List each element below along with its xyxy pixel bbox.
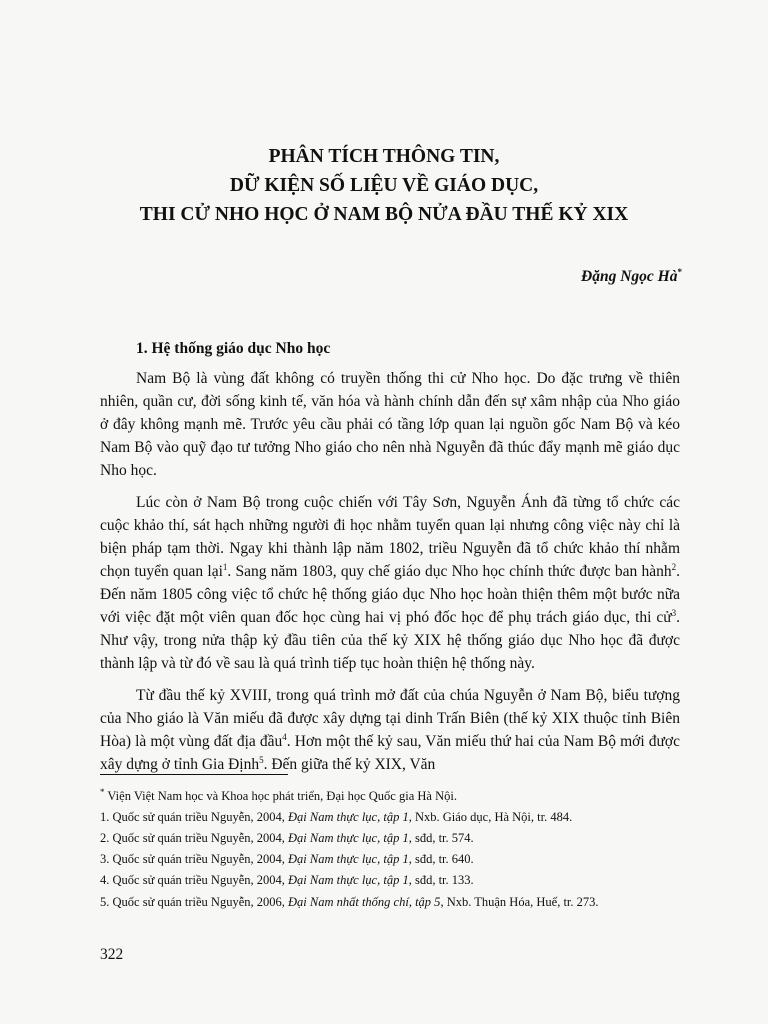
body-text (100, 367, 680, 785)
footnote-affiliation (100, 786, 685, 807)
paragraph-2-part-a: Lúc còn ở Nam Bộ trong cuộc chiến với Tây Sơn, Nguyễn Ánh đã từng tổ chức các cuộc khảo thí, sát hạch những người đi học nhằm tuyển quan lại nhưng công việc này chỉ là biện pháp tạm thời. Ngay khi thành lập năm 1802, triều Nguyễn đã tổ chức khảo thí nhằm chọn tuyển quan lại (100, 494, 680, 580)
footnote-1-source: 1. Quốc sử quán triều Nguyễn, 2004, (100, 810, 288, 824)
page-number: 322 (100, 946, 124, 963)
footnote-4 (100, 870, 685, 891)
paragraph-1: Nam Bộ là vùng đất không có truyền thống thi cử Nho học. Do đặc trưng về thiên nhiên, quần cư, đời sống kinh tế, văn hóa và hành chính dẫn đến sự xâm nhập của Nho giáo ở đây không mạnh mẽ. Trước yêu cầu phải có tầng lớp quan lại nguồn gốc Nam Bộ và kéo Nam Bộ vào quỹ đạo tư tưởng Nho giáo cho nên nhà Nguyễn đã thúc đẩy mạnh mẽ giáo dục Nho học. (100, 370, 680, 479)
paragraph-3-part-a: Từ đầu thế kỷ XVIII, trong quá trình mở đất của chúa Nguyễn ở Nam Bộ, biểu tượng của Nho giáo là Văn miếu đã được xây dựng tại dinh Trấn Biên (thế kỷ XIX thuộc tỉnh Biên Hòa) là một vùng đất địa đầu (100, 687, 680, 750)
paragraph-3-part-c: . Đến giữa thế kỷ XIX, Văn (263, 756, 436, 773)
affiliation-text: Viện Việt Nam học và Khoa học phát triển, Đại học Quốc gia Hà Nội. (104, 789, 457, 803)
paragraph-2-part-d: . Như vậy, trong nửa thập kỷ đầu tiên của thế kỷ XIX hệ thống giáo dục Nho học đã được thành lập và từ đó về sau là quá trình tiếp tục hoàn thiện hệ thống này. (100, 609, 680, 672)
footnote-5 (100, 893, 685, 912)
title-line-3: THI CỬ NHO HỌC Ở NAM BỘ NỬA ĐẦU THẾ KỶ XIX (139, 204, 629, 225)
footnote-2-details: , sđd, tr. 574. (408, 831, 474, 845)
footnote-ref-1: 1 (222, 561, 228, 572)
footnote-5-source: 5. Quốc sử quán triều Nguyễn, 2006, (100, 895, 288, 909)
footnotes (100, 786, 685, 912)
footnote-divider (100, 774, 288, 775)
title-line-2: DỮ KIỆN SỐ LIỆU VỀ GIÁO DỤC, (229, 175, 539, 196)
author-footnote-mark: * (677, 266, 682, 277)
footnote-ref-5: 5 (259, 754, 264, 765)
affiliation-mark: * (100, 786, 105, 797)
footnote-2 (100, 828, 685, 849)
paragraph-2 (100, 491, 680, 675)
section-heading: 1. Hệ thống giáo dục Nho học (136, 340, 331, 357)
footnote-5-title: Đại Nam nhất thống chí, tập 5 (288, 895, 441, 909)
author-name: Đặng Ngọc Hà (581, 268, 678, 285)
footnote-1-details: , Nxb. Giáo dục, Hà Nội, tr. 484. (408, 810, 573, 824)
title-line-1: PHÂN TÍCH THÔNG TIN, (268, 146, 500, 167)
paragraph-2-part-c: . Đến năm 1805 công việc tổ chức hệ thống giáo dục Nho học hoàn thiện thêm một bước nữa với việc đặt một viên quan đốc học cùng hai vị phó đốc học để phụ trách giáo dục, thi cử (100, 563, 680, 626)
footnote-3-details: , sđd, tr. 640. (408, 852, 474, 866)
footnote-ref-4: 4 (282, 731, 287, 742)
footnote-2-title: Đại Nam thực lục, tập 1 (288, 831, 409, 845)
paragraph-3-part-b: . Hơn một thế kỷ sau, Văn miếu thứ hai của Nam Bộ mới được xây dựng ở tỉnh Gia Định (100, 733, 680, 773)
article-title (0, 142, 768, 229)
footnote-4-details: , sđd, tr. 133. (408, 873, 474, 887)
footnote-1 (100, 807, 685, 828)
footnote-3-source: 3. Quốc sử quán triều Nguyễn, 2004, (100, 852, 288, 866)
paragraph-2-part-b: . Sang năm 1803, quy chế giáo dục Nho học chính thức được ban hành (227, 563, 672, 580)
author-byline (581, 268, 682, 286)
footnote-2-source: 2. Quốc sử quán triều Nguyễn, 2004, (100, 831, 288, 845)
paragraph-3 (100, 684, 680, 776)
footnote-4-title: Đại Nam thực lục, tập 1 (288, 873, 409, 887)
footnote-5-details: , Nxb. Thuận Hóa, Huế, tr. 273. (440, 895, 599, 909)
footnote-3-title: Đại Nam thực lục, tập 1 (288, 852, 409, 866)
footnote-1-title: Đại Nam thực lục, tập 1 (288, 810, 409, 824)
footnote-ref-3: 3 (671, 607, 677, 618)
footnote-3 (100, 849, 685, 870)
footnote-ref-2: 2 (671, 561, 677, 572)
footnote-4-source: 4. Quốc sử quán triều Nguyễn, 2004, (100, 873, 288, 887)
